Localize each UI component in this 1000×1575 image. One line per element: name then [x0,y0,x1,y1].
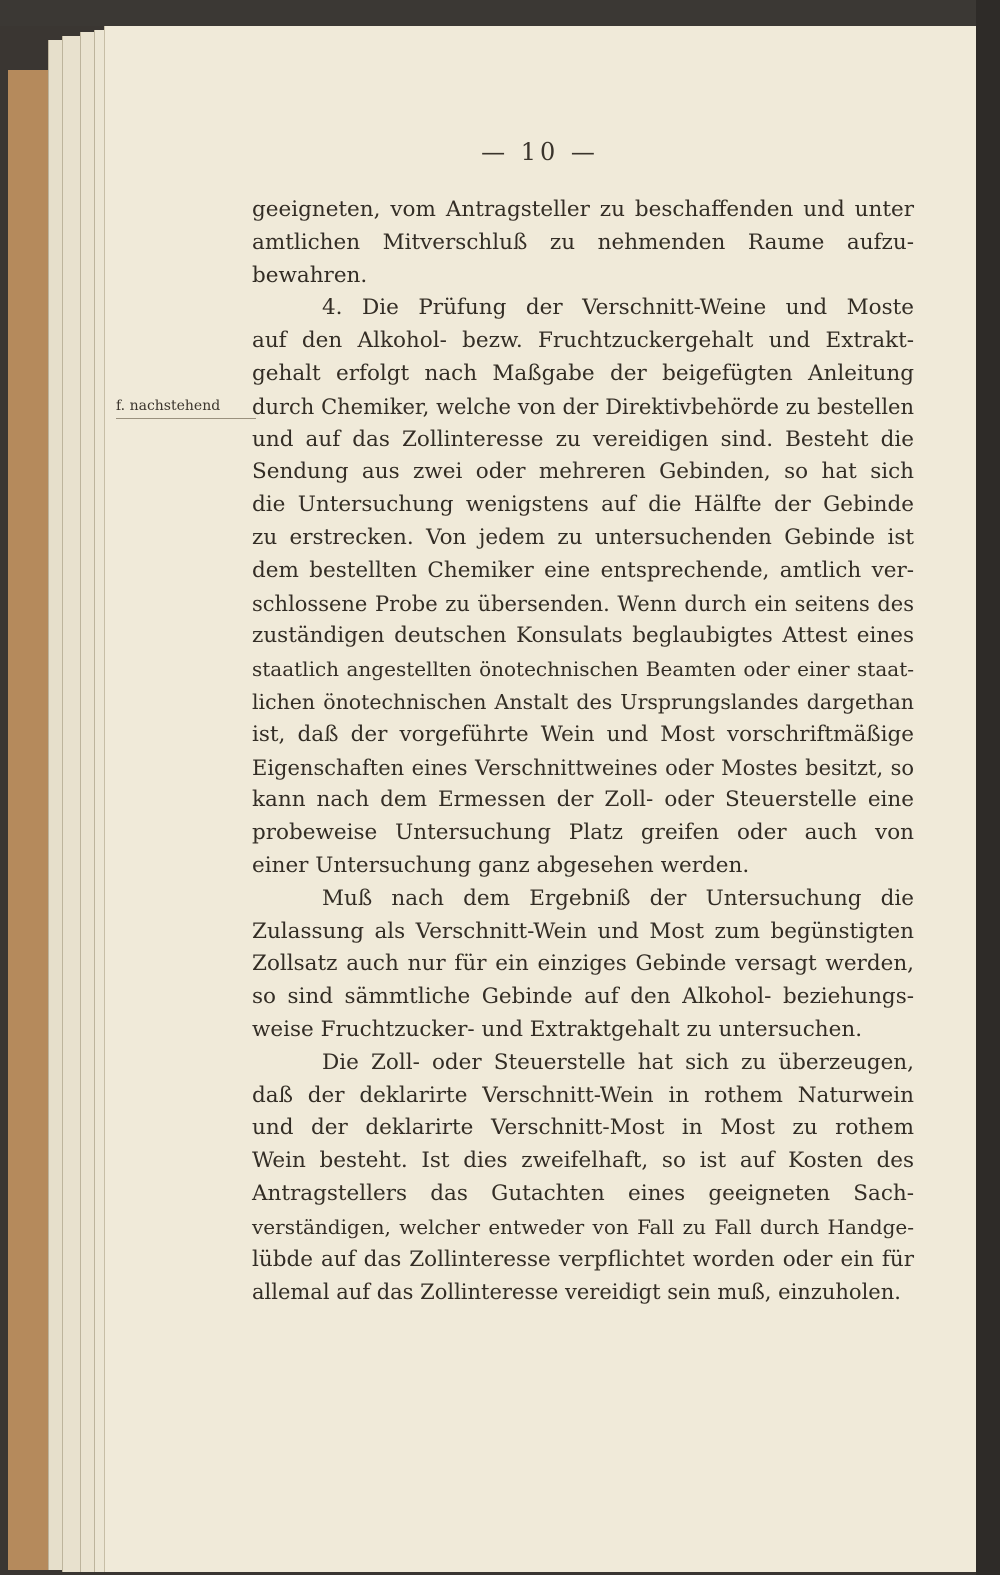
text-line: lübde auf das Zollinteresse verpflichtet worden oder ein für [252,1246,914,1272]
text-line: Muß nach dem Ergebniß der Untersuchung die [322,885,914,911]
text-line: Antragstellers das Gutachten eines geeigneten Sach- [252,1180,914,1206]
text-line: bewahren. [252,262,368,288]
text-line: verständigen, welcher entweder von Fall zu Fall durch Handge- [252,1214,914,1239]
text-line: ist, daß der vorgeführte Wein und Most vorschriftmäßige [252,721,914,747]
text-line: und der deklarirte Verschnitt-Most in Most zu rothem [252,1115,914,1141]
text-line: dem bestellten Chemiker eine entsprechende, amtlich ver- [252,557,914,583]
text-line: auf den Alkohol- bezw. Fruchtzuckergehalt und Extrakt- [252,328,914,354]
text-line: und auf das Zollinteresse zu vereidigen sind. Besteht die [252,426,914,452]
text-line: einer Untersuchung ganz abgesehen werden. [252,852,750,878]
page-number: — 10 — [481,138,599,166]
text-line: weise Fruchtzucker- und Extraktgehalt zu untersuchen. [252,1016,863,1042]
body-text [252,194,914,1309]
text-line: Wein besteht. Ist dies zweifelhaft, so ist auf Kosten des [252,1148,914,1174]
text-line: staatlich angestellten önotechnischen Beamten oder einer staat- [252,657,914,682]
text-line: daß der deklarirte Verschnitt-Wein in rothem Naturwein [252,1082,914,1108]
text-line: probeweise Untersuchung Platz greifen oder auch von [252,820,914,846]
text-line: geeigneten, vom Antragsteller zu beschaffenden und unter [252,197,914,222]
text-line: zu erstrecken. Von jedem zu untersuchenden Gebinde ist [252,524,914,550]
text-line: amtlichen Mitverschluß zu nehmenden Raume aufzu- [252,229,914,255]
text-line: Sendung aus zwei oder mehreren Gebinden, so hat sich [252,459,914,485]
text-line: Zollsatz auch nur für ein einziges Gebinde versagt werden, [252,951,914,977]
text-line: so sind sämmtliche Gebinde auf den Alkohol- beziehungs- [252,984,914,1010]
text-line: schlossene Probe zu übersenden. Wenn durch ein seitens des [252,591,914,616]
text-line: durch Chemiker, welche von der Direktivbehörde zu bestellen [252,394,914,419]
text-line: lichen önotechnischen Anstalt des Ursprungslandes dargethan [252,689,914,714]
text-line: gehalt erfolgt nach Maßgabe der beigefügten Anleitung [252,360,914,386]
text-line: zuständigen deutschen Konsulats beglaubigtes Attest eines [252,623,914,649]
scan-background-top [0,0,1000,26]
text-line: Die Zoll- oder Steuerstelle hat sich zu überzeugen, [322,1049,914,1075]
text-line: Eigenschaften eines Verschnittweines oder Mostes besitzt, so [252,755,914,780]
text-line: Zulassung als Verschnitt-Wein und Most zum begünstigten [252,918,914,944]
text-line: kann nach dem Ermessen der Zoll- oder Steuerstelle eine [252,787,914,813]
text-line: allemal auf das Zollinteresse vereidigt sein muß, einzuholen. [252,1280,901,1305]
text-line: die Untersuchung wenigstens auf die Hälfte der Gebinde [252,492,914,518]
text-line: 4. Die Prüfung der Verschnitt-Weine und Moste [322,295,914,321]
scan-background-right [976,0,1000,1575]
margin-note: f. nachstehend [116,398,256,419]
